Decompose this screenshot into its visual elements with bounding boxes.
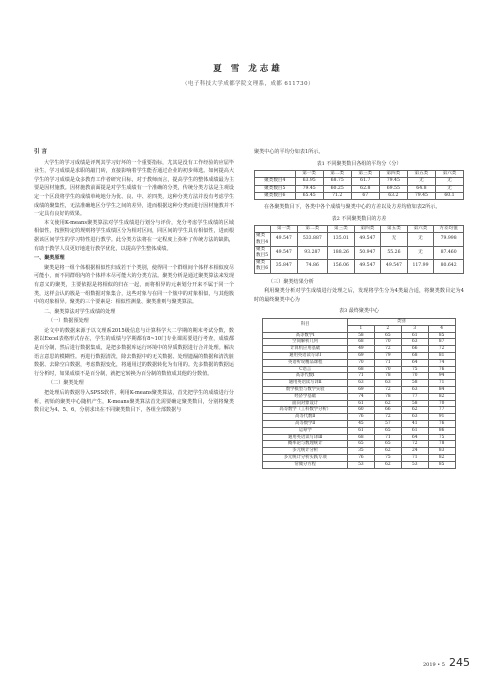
table-2-cell: 无 [407,246,434,259]
table-row [263,359,455,366]
table-1-cell: 79.45 [407,192,435,199]
table-3-cell: 45 [347,420,374,427]
table-row [263,352,455,359]
table-1-cell: 聚类数目6 [255,192,296,199]
table-2-cell: 188.26 [328,246,355,259]
table-3-cell: 68 [347,434,374,441]
intro-paragraph-2: 本文使用K-means聚类算法对学生成绩进行划分与评价，充分考虑学生成绩的区域相似性，按照特定的规则将学生成绩区分为相对区间，同区间的学生具有相似性，进而根据该区间学生的学习特性进行教学。此分类方法将在一定程度上弥补了传统方法的缺陷，有助于教学人员更好地进行教学优化，以提高学生整体成绩。 [34,219,234,252]
table-3-cell: 71 [347,373,374,380]
table-2-header-cell [255,226,271,233]
right-column [254,148,464,469]
table-row [255,192,464,199]
table-3-subject-cell: 英语听说精品课程 [263,359,348,366]
table-3-subject-cell: 空间解析几何 [263,339,348,346]
table-3-cell: 63 [374,380,401,387]
table-1-header-cell: 第四类 [379,171,407,178]
table-row [263,373,455,380]
table-2-cell: 74.86 [297,260,328,273]
table-3-subject-header: 科目 [263,318,348,332]
table-row [255,260,464,273]
table-1-body [255,178,464,200]
table-3-cell: 63 [401,386,428,393]
table-row [255,233,464,246]
table-3-cell: 64 [401,434,428,441]
table-3-cell: 78 [374,373,401,380]
intro-heading: 引 言 [34,149,48,155]
table-3-cell: 83 [428,448,455,455]
table-3-cell: 71 [374,359,401,366]
table-3-cell: 61 [401,427,428,434]
table-3-subject-cell: 高等代数Ⅱ [263,414,348,421]
table-3-cell: 70 [428,400,455,407]
table-3-cell: 41 [401,420,428,427]
article-header [0,62,496,87]
table-3 [262,318,455,469]
table-3-cell: 62 [401,407,428,414]
table-3-cell: 77 [428,407,455,414]
table-2-cell: 49.547 [354,260,381,273]
table-2-header-cell: 方差均值 [434,226,464,233]
table-3-cell: 49 [347,346,374,353]
authors: 夏 雪 龙志雄 [213,64,283,74]
subsection-2-1-paragraph: 论文中的数据来源于以文理系2015级信息与计算科学大二学期的期末考试分数，数据以Excel表格形式存在，学生的成绩与学期都有8~10门专业课需要进行考查，成绩都是百分制，然后进行数据集成，是把多数据库运行环境中的异质数据进行合并处理。解决语言意思的模糊性。再进行数据清洗，除去数据中的无关数据、处理遗漏的数据和清洗脏数据、去除空白数据，考虑数据变化，将通用过的数据转化为有用的。先多数据的数据运行分析时，如果成绩不是百分制，就把它转换为百分制的数值成其他的分数值。 [34,327,234,377]
table-1-header-row [255,171,464,178]
subsection-2-2-paragraph: 把处理后的数据导入SPSS软件，利用K-means聚类算法，首先把学生的成绩进行分析，初始的聚类中心随机产生，K-means聚类算法首先需要确定聚类数目，分别将聚类数目定为4、5、6，分别求出在不同聚类数目下，各组全部数据与 [34,390,234,414]
table-3-cell: 60 [347,407,374,414]
table-3-cell: 65 [374,427,401,434]
table-3-cell: 71 [374,434,401,441]
table-2-cell: 聚类数目6 [255,260,271,273]
table-3-cell: 70 [401,373,428,380]
table-3-cell: 66 [401,346,428,353]
table-2-cell: 79.998 [434,233,464,246]
table-row [255,185,464,192]
table-1-cell: 60.25 [323,185,351,192]
table-3-cell: 65 [347,441,374,448]
table-3-body [263,332,455,468]
table-2-cell: 117.99 [407,260,434,273]
table-2-cell: 80.642 [434,260,464,273]
table-3-cell: 72 [374,386,401,393]
table-2-cell: 49.547 [271,233,298,246]
table-1-cell: 71.2 [323,192,351,199]
table-1-caption: 表1 不同聚类数目各组的平均分（分） [316,160,402,167]
table-2-cell: 49.547 [381,260,408,273]
table-1-cell: 63.95 [295,178,323,185]
table-1-cell: 无 [435,185,463,192]
table-3-cell: 79 [374,352,401,359]
table-1-cell: 68.75 [323,178,351,185]
table-1-cell: 67 [351,192,379,199]
table-3-subject-cell: 计算机应用基础 [263,346,348,353]
table-3-cell: 91 [428,414,455,421]
table-3-subject-cell: 面向对象设计 [263,400,348,407]
table-2-cell: 无 [381,233,408,246]
table-1-cell: 65.45 [295,192,323,199]
table-3-cell: 62 [374,448,401,455]
table-3-subject-cell: 通用英语读写译Ⅱ [263,380,348,387]
table-1-cell: 60.1 [435,192,463,199]
table-2-cell: 55.26 [381,246,408,259]
table-3-cell: 62 [374,400,401,407]
table-3-cell: 24 [401,448,428,455]
table-1-cell: 64.8 [407,185,435,192]
table-2-header-cell: 第四类 [354,226,381,233]
table-row [263,393,455,400]
table-3-cell: 61 [347,400,374,407]
table-3-cell: 71 [428,380,455,387]
table-3-cell: 63 [347,380,374,387]
table-3-cell: 75 [401,366,428,373]
table-2-body [255,233,464,273]
table-3-cell: 70 [374,339,401,346]
section-1-paragraph: 聚类是将一组个体根据相似性归成若干个类别，使得同一个群组间个体样本相似度尽可能小，而不同群组内的个体样本尽可能大的分类方法。聚类分析是通过聚类算法来发现有意义的聚类，主要依据是将相似的归在一起，而将相异的元素划分开来不属于同一个类，这样会认的簇是一组数据对象集合，这些对象与在同一个簇中的对象相似，与其他簇中的对象相异。聚类的三个要素是：相似性测量、聚类准则与聚类算法。 [34,264,234,306]
table-2-caption: 表2 不同聚类数目的方差 [331,215,387,222]
table-row [263,386,455,393]
table-row [263,366,455,373]
table-3-cell: 75 [374,454,401,461]
subsection-2-1-heading: （一）数据预处理 [48,318,89,325]
table-row [255,178,464,185]
table-3-subject-cell: 经济学基础 [263,393,348,400]
table-3-cell: 62 [374,461,401,468]
table-3-cell: 77 [401,393,428,400]
table-2-cell: 93.287 [297,246,328,259]
table-3-cell: 57 [374,420,401,427]
table-3-cell: 76 [347,454,374,461]
table-3-cell: 76 [347,414,374,421]
table-2-cell: 533.887 [297,233,328,246]
table-3-subject-cell: 高等数学Ⅰ [263,332,348,339]
table-3-cell: 76 [428,366,455,373]
table-3-subject-cell: 多元统计分析 [263,448,348,455]
table-2 [254,225,464,273]
table-row [263,461,455,468]
table-3-cell: 65 [374,332,401,339]
table-3-cell: 94 [428,373,455,380]
table-1-cell: 63.2 [379,192,407,199]
table-3-cell: 65 [374,441,401,448]
table-3-cell: 76 [428,420,455,427]
table-3-cell: 58 [401,400,428,407]
table-3-cell: 66 [374,407,401,414]
table-2-header-cell: 第五类 [381,226,408,233]
table-2-cell: 49.547 [354,233,381,246]
table-2-header-cell: 第一类 [271,226,298,233]
table-3-subject-cell: 常微分方程 [263,461,348,468]
table-2-cell: 聚类数目5 [255,246,271,259]
table-1-header-cell: 第三类 [351,171,379,178]
table-2-header-cell: 第六类 [407,226,434,233]
table-3-subject-cell: 概率论与数理统计 [263,441,348,448]
table-3-cell: 81 [428,352,455,359]
table-1-header-cell: 第二类 [323,171,351,178]
table-1-cell: 聚类数目4 [255,178,296,185]
table-row [263,441,455,448]
table-3-cell: 63 [401,414,428,421]
table-3-subject-cell: 多元统计分析实践专项 [263,454,348,461]
table-3-col-header: 1 [347,325,374,332]
table-3-cell: 35 [347,448,374,455]
left-column [34,148,234,415]
table-1-cell: 79.45 [379,178,407,185]
page-footer [423,656,470,669]
table-2-cell: 无 [407,233,434,246]
table-3-cell: 85 [428,461,455,468]
table-3-cell: 74 [428,359,455,366]
table-1-header-cell: 第六类 [435,171,463,178]
table-row [263,454,455,461]
table-3-cell: 68 [347,366,374,373]
table-1-header-cell [255,171,296,178]
table-1-cell: 79.45 [295,185,323,192]
table-row [263,407,455,414]
table-3-cell: 64 [401,359,428,366]
table-3-cell: 68 [401,352,428,359]
table-3-cell: 75 [428,434,455,441]
table-3-subject-cell: C语言 [263,366,348,373]
table-3-cell: 72 [374,346,401,353]
table-2-header-cell: 第三类 [328,226,355,233]
table-3-cell: 86 [428,427,455,434]
issue-label: 2019 • 5 [422,662,445,668]
table-1-cell: 62.8 [351,185,379,192]
table-3-cell: 70 [347,359,374,366]
table-3-header-row-1 [263,318,455,325]
table-row [263,434,455,441]
table-row [263,339,455,346]
table-3-cell: 63 [401,339,428,346]
table-row [263,414,455,421]
table-1 [254,170,464,200]
table-3-cell: 68 [347,339,374,346]
table-3-cell: 53 [347,461,374,468]
affiliation: （电子科技大学成都学院文理系，成都 611730） [182,81,314,87]
table-3-cell: 78 [428,441,455,448]
table-3-cell: 74 [347,393,374,400]
table-3-cell: 70 [374,366,401,373]
table-3-cell: 69 [347,386,374,393]
table-row [263,427,455,434]
table-row [255,246,464,259]
table-3-cell: 61 [401,332,428,339]
table-3-subject-cell: 高等数学Ⅱ [263,420,348,427]
table-3-cell: 87 [428,339,455,346]
table-row [263,346,455,353]
table-3-cell: 58 [401,380,428,387]
table-1-header-cell: 第一类 [295,171,323,178]
table-2-cell: 50.947 [354,246,381,259]
section-2-heading: 二、聚类算法对学生成绩的处理 [44,308,116,315]
table-3-col-header: 3 [401,325,428,332]
table-2-cell: 87.460 [434,246,464,259]
page-number: 245 [449,656,470,669]
table-row [263,448,455,455]
table-3-class-header: 类别 [347,318,455,325]
table-2-cell: 49.547 [271,246,298,259]
table-3-caption: 表3 最终聚类中心 [339,308,379,315]
table-2-cell: 156.06 [328,260,355,273]
table-1-cell: 69.55 [379,185,407,192]
table-2-header-row [255,226,464,233]
table-3-col-header: 4 [428,325,455,332]
table-3-subject-cell: 高等代数Ⅰ [263,373,348,380]
table-3-cell: 82 [428,393,455,400]
table-2-cell: 35.847 [271,260,298,273]
table-1-header-cell: 第五类 [407,171,435,178]
table-row [263,400,455,407]
table-3-cell: 61 [347,427,374,434]
table-3-subject-cell: 通用英语读写译Ⅲ [263,434,348,441]
table-row [263,420,455,427]
table-3-cell: 72 [401,441,428,448]
table-3-cell: 71 [401,454,428,461]
table-3-subject-cell: 数学模型与数学实验 [263,386,348,393]
table-3-cell: 84 [428,386,455,393]
table-3-cell: 58 [347,332,374,339]
table-row [263,380,455,387]
table-row [263,332,455,339]
table-1-cell: 无 [407,178,435,185]
table-2-header-cell: 第二类 [297,226,328,233]
table-3-cell: 78 [374,393,401,400]
table-3-cell: 72 [374,414,401,421]
table-3-subject-cell: 运筹学 [263,427,348,434]
table-2-cell: 聚类数目4 [255,233,271,246]
table-1-cell: 61.7 [351,178,379,185]
table-3-subject-cell: 高等数学（工科数学分析） [263,407,348,414]
table-3-cell: 82 [428,454,455,461]
table-3-cell: 85 [428,332,455,339]
table-3-cell: 72 [428,346,455,353]
table-1-cell: 无 [435,178,463,185]
table-2-cell: 135.01 [328,233,355,246]
subsection-2-3-paragraph: 利用聚类分析对学生成绩进行处理之后，发现将学生分为4类最合适，将聚类数目定为4时的最终聚类中心为 [254,288,464,303]
table-3-col-header: 2 [374,325,401,332]
right-mid-paragraph: 在各聚类数目下，各类中各个成绩与聚类中心的方差以及方差均值如表2所示。 [264,204,441,210]
table-1-cell: 聚类数目5 [255,185,296,192]
intro-paragraph-1: 大学生的学习成绩是评判其学习好坏的一个重要指标，尤其是没有工作经验的应届毕业生，学习成绩是求职的敲门砖，直接影响着学生能否通过企业的初步筛选。如何提高大学生的学习成绩是众多教育工作者研究目标，对于教师而言，提高学生的整体成绩最为主要是因材施教。因材施教前面提是对学生成绩有一个准确的分类，传统分类方法是主观设定一个区段将学生的成绩单纯地分为优、良、中、差四类，这种分类方法并没有考虑学生成绩的聚集性，无法准确地区分学生之间的差异，进而根据这种分类而进行因材施教并不一定具有良好的效果。 [34,159,234,218]
subsection-2-3-heading: （三）聚类结果分析 [268,278,314,285]
subsection-2-2-heading: （二）聚类处理 [48,380,84,387]
table-3-subject-cell: 通用英语读写译Ⅰ [263,352,348,359]
section-1-heading: 一、聚类原理 [34,255,65,262]
right-top-paragraph: 聚类中心的平均分如表1所示。 [254,149,324,155]
table-3-cell: 53 [401,461,428,468]
table-3-cell: 69 [347,352,374,359]
